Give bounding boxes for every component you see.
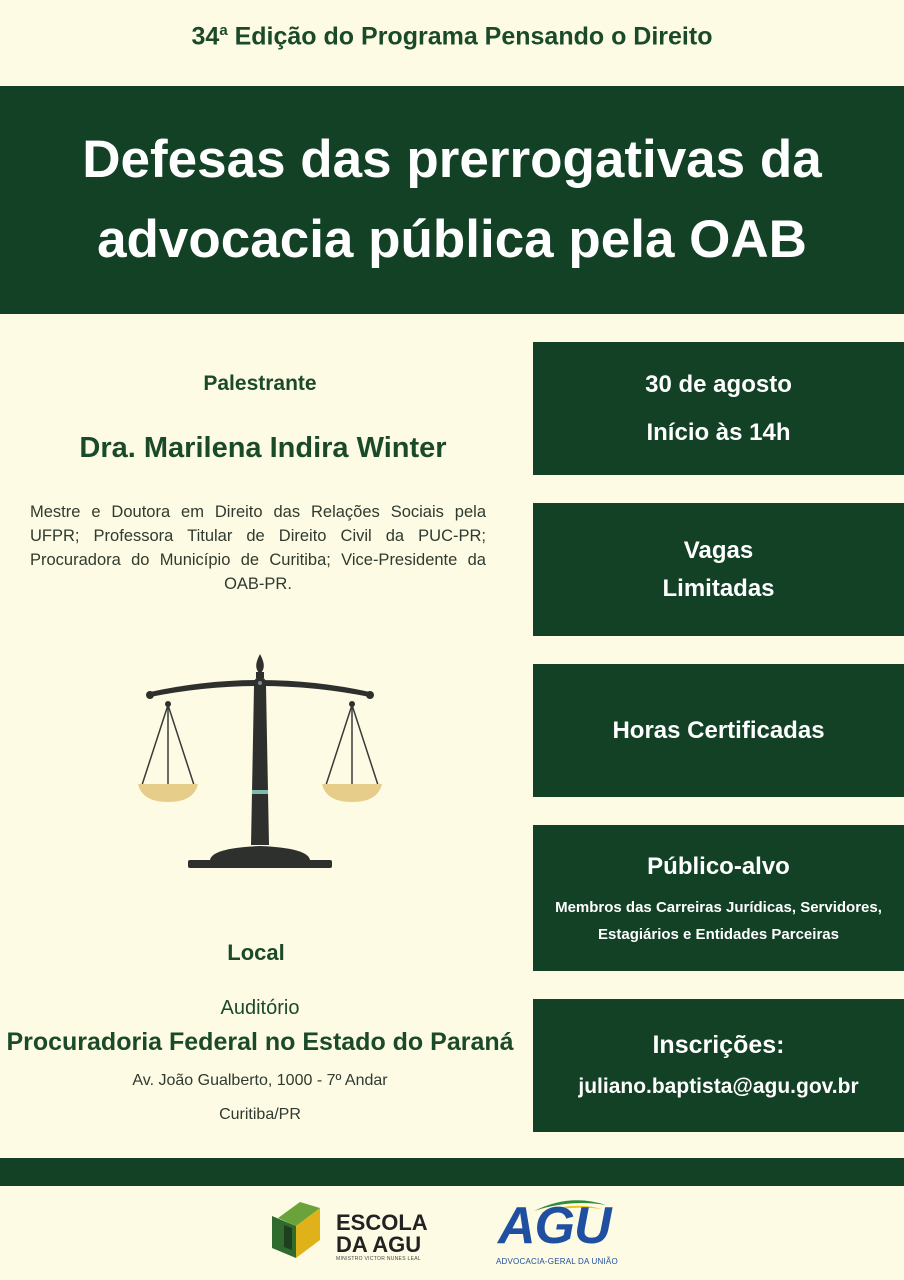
edition-number: 34 bbox=[191, 22, 220, 51]
event-time: Início às 14h bbox=[646, 418, 791, 446]
inscricoes-box bbox=[533, 999, 904, 1132]
footer-band bbox=[0, 1158, 904, 1186]
escola-line2: DA AGU bbox=[336, 1232, 422, 1257]
agu-subtitle: ADVOCACIA-GERAL DA UNIÃO bbox=[496, 1257, 618, 1266]
horas-certificadas: Horas Certificadas bbox=[612, 716, 825, 744]
edition-ordinal: a bbox=[219, 22, 228, 39]
venue-address: Av. João Gualberto, 1000 - 7º Andar bbox=[132, 1072, 388, 1089]
agu-logo: AGU bbox=[498, 1197, 611, 1255]
date-box bbox=[533, 342, 904, 475]
venue-auditorio: Auditório bbox=[220, 997, 300, 1019]
edition-text: Edição do Programa Pensando o Direito bbox=[234, 22, 713, 51]
speaker-bio: Mestre e Doutora em Direito das Relações Sociais pela UFPR; Professora Titular de Direito Civil da PUC-PR; Procuradora do Município de Curitiba; Vice-Presidente da OAB-PR. bbox=[30, 503, 486, 593]
event-date: 30 de agosto bbox=[645, 370, 792, 398]
escola-agu-logo-text bbox=[336, 1212, 428, 1256]
vagas-line1: Vagas bbox=[683, 536, 754, 564]
speaker-name: Dra. Marilena Indira Winter bbox=[79, 432, 447, 464]
event-title-line1: Defesas das prerrogativas da bbox=[82, 130, 822, 189]
escola-subtitle: MINISTRO VICTOR NUNES LEAL bbox=[336, 1256, 421, 1262]
local-label: Local bbox=[227, 940, 285, 965]
horas-box bbox=[533, 664, 904, 797]
registration-email[interactable]: juliano.baptista@agu.gov.br bbox=[578, 1074, 859, 1098]
scales-of-justice-icon bbox=[130, 650, 390, 875]
title-band bbox=[0, 86, 904, 314]
escola-agu-book-icon bbox=[270, 1198, 330, 1260]
publico-line1: Membros das Carreiras Jurídicas, Servidores, bbox=[555, 899, 882, 916]
venue-city: Curitiba/PR bbox=[219, 1106, 301, 1123]
speaker-label: Palestrante bbox=[203, 372, 317, 395]
publico-title: Público-alvo bbox=[647, 853, 790, 880]
vagas-line2: Limitadas bbox=[662, 574, 775, 602]
publico-line2: Estagiários e Entidades Parceiras bbox=[598, 926, 839, 943]
venue-name: Procuradoria Federal no Estado do Paraná bbox=[6, 1028, 514, 1056]
edition-heading bbox=[0, 22, 904, 51]
vagas-box bbox=[533, 503, 904, 636]
escola-line1: ESCOLA bbox=[336, 1210, 428, 1235]
event-title-line2: advocacia pública pela OAB bbox=[97, 210, 807, 269]
event-title bbox=[42, 120, 862, 280]
inscricoes-title: Inscrições: bbox=[652, 1030, 785, 1059]
publico-box bbox=[533, 825, 904, 971]
